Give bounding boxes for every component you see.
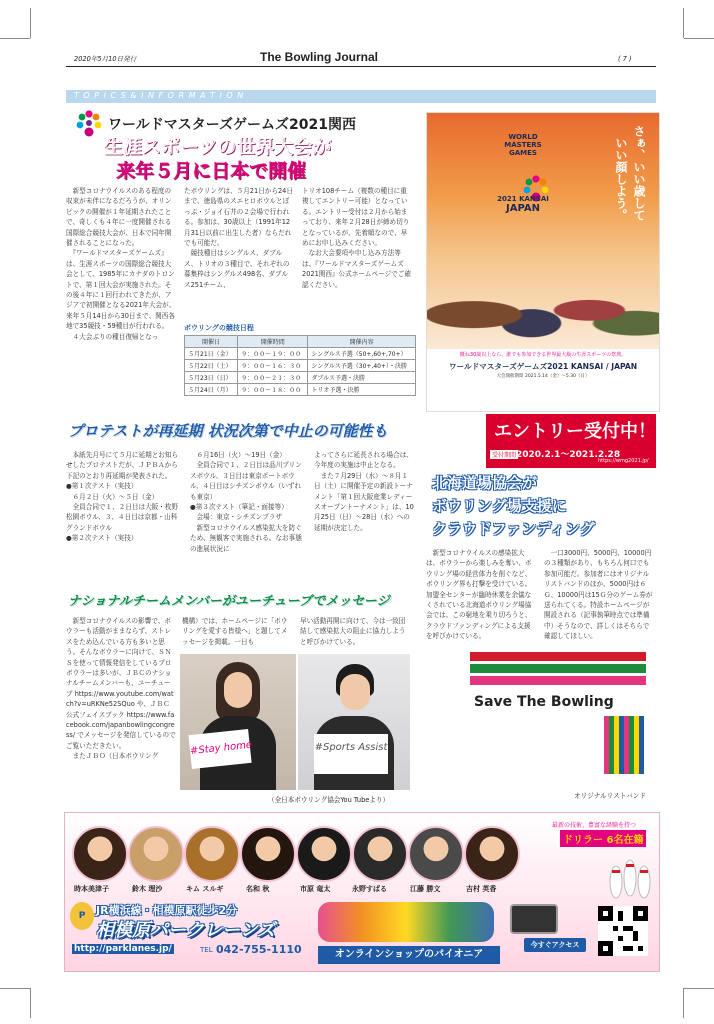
- poster-logo-line: GAMES: [509, 149, 537, 157]
- national-column-1: 新型コロナウイルスの影響で、ボウラーも活動がままならず、ストレスをため込んでいる方も多いと思う。そんなボウラーに向けて、ＳＮＳを使って情報発信をしているプロボウラーは多いが、ＪＢＣのナショナルチームメンバーも、ユーチューブ https://www.youtube.com/watch?v=uRKNe52SQuo や、ＪＢＣ公式フェイスブック https://www.facebook.com/japanbowlingcongress/ でメッセージを発信しているのでご覧いただきたい。 またＪＢＯ（日本ボウリング: [66, 617, 176, 761]
- crop-mark: [0, 988, 30, 989]
- hokkaido-headline-2: ボウリング場支援に: [432, 497, 567, 515]
- hokkaido-column-2: 一口3000円、5000円、10000円の３種類があり、もちろん何口でも参加可能だ。参加者にはオリジナルリストバンドのほか、5000円は６Ｇ、10000円は15Ｇ分のゲーム券が送られてくる。特設ホームページが開設される（記事執筆時点では準備中）そうなので、詳しくはそちらで確認してほしい。: [544, 549, 653, 641]
- schedule-cell: ５月24日（月）: [185, 384, 238, 396]
- topics-bar-label: T O P I C S & I N F O R M A T I O N: [74, 91, 245, 100]
- poster-logo-line: 2021 KANSAI: [497, 195, 549, 203]
- header-rule: [66, 66, 656, 67]
- bowling-bag-graphic: [318, 902, 494, 942]
- photo-caption: （全日本ボウリング協会You Tubeより）: [268, 796, 390, 804]
- poster-caption-logo: ワールドマスターズゲームズ2021 KANSAI / JAPAN: [448, 362, 638, 371]
- station-text: JR横浜線・相模原駅徒歩2分: [96, 904, 238, 917]
- schedule-cell: ９：００～１９：００: [238, 348, 308, 360]
- poster-vertical-copy-1: さぁ、いい歳して: [632, 125, 646, 221]
- pro-portrait: [72, 826, 128, 882]
- pro-name: キム スルギ: [186, 885, 224, 893]
- wmg-subtitle: ワールドマスターズゲームズ2021関西: [108, 117, 356, 133]
- pro-portrait: [184, 826, 240, 882]
- crop-mark: [683, 988, 684, 1018]
- schedule-cell: トリオ予選・決勝: [308, 384, 416, 396]
- poster-caption-dates: 大会開催期間 2021.5.14（金）～5.30（日）: [496, 374, 590, 379]
- player-photo-1: [180, 654, 296, 790]
- lanes-tel: 042-755-1110: [216, 943, 302, 956]
- phone-graphic: [510, 904, 558, 934]
- crop-mark: [684, 988, 714, 989]
- schedule-header-cell: 開催日: [185, 336, 238, 348]
- sign-stay-home: #Stay home: [188, 729, 251, 769]
- hokkaido-headline-1: 北海道場協会が: [432, 474, 538, 492]
- entry-period-label: 受付期間: [492, 452, 517, 459]
- table-row: [185, 348, 416, 360]
- wristband-grid: [604, 716, 644, 774]
- driller-pitch-small: 最新の技術、豊富な経験を持つ: [552, 822, 637, 829]
- entry-dates: 2020.2.1～2021.2.28: [516, 450, 621, 460]
- wmg-headline-2: 来年５月に日本で開催: [116, 160, 307, 182]
- national-headline: ナショナルチームメンバーがユーチューブでメッセージ: [68, 594, 390, 609]
- protest-column-3: よってさらに延長される場合は、今年度の実施は中止となる。 また７月29日（水）～８月１日（土）に開催予定の新設トーナメント「第１回大阪産業レディースオープントーナメント」は、10月25日（日）～28日（水）への延期が決定した。: [314, 451, 414, 532]
- pro-portrait: [408, 826, 464, 882]
- wmg-poster: [426, 112, 660, 412]
- schedule-cell: ダブルス予選・決勝: [308, 372, 416, 384]
- wmg-column-2: たボウリングは、５月21日から24日まで、徳島県のスエヒロボウルとぼっぷ・ジョイ石井の２会場で行われる。参加は、30歳以上（1991年12月31日以前に出生した者）ならだれでも可能だ。 競技種目はシングルス、ダブルス、トリオの３種目で、それぞれの募集枠はシングルス498名、ダブルス251チーム、: [184, 187, 293, 289]
- poster-vertical-copy-2: いい顔しよう。: [614, 137, 628, 221]
- poster-athletes-silhouettes: [427, 263, 659, 349]
- schedule-table: [184, 335, 416, 396]
- schedule-cell: ５月21日（金）: [185, 348, 238, 360]
- wristband-caption: オリジナルリストバンド: [574, 792, 646, 800]
- journal-title: The Bowling Journal: [260, 50, 379, 64]
- crop-mark: [30, 8, 31, 38]
- lanes-logo-icon: P: [70, 902, 94, 930]
- hokkaido-column-1: 新型コロナウイルスの感染拡大は、ボウラーから楽しみを奪い、ボウリング場の経営体力を削ぐなど、ボウリング界も打撃を受けている。加盟全センターが臨時休業を余儀なくされている北海道ボウリング場協会では、この窮地を乗り切ろうと、クラウドファンディングによる支援を呼びかけている。: [426, 549, 532, 641]
- wmg-column-3: トリオ108チーム（複数の種目に重複してエントリー可能）となっている。エントリー受付は２月から始まっており、来年２月28日が締め切りとなっているが、先着順なので、早めにお申し込みください。 なお大会要項や申し込み方法等は、『ワールドマスターズゲームズ2021関西』公式ホームページでご確認ください。: [302, 187, 411, 289]
- player-1-face: [224, 672, 252, 708]
- pro-portrait: [240, 826, 296, 882]
- tel-label: TEL: [200, 946, 213, 954]
- crop-mark: [0, 38, 30, 39]
- wristband-strip: [470, 652, 646, 661]
- player-2-face: [340, 674, 370, 710]
- pro-name: 江藤 勝文: [410, 885, 441, 893]
- lanes-name: 相模原パークレーンズ: [96, 920, 276, 941]
- hokkaido-headline: [432, 472, 595, 541]
- pro-portrait: [352, 826, 408, 882]
- lanes-url[interactable]: http://parklanes.jp/: [74, 944, 172, 954]
- pro-portrait: [296, 826, 352, 882]
- poster-logo-line: WORLD: [508, 133, 538, 141]
- wristband-text: Save The Bowling: [474, 694, 614, 710]
- hokkaido-headline-3: クラウドファンディング: [432, 520, 595, 538]
- schedule-header-cell: 開催時間: [238, 336, 308, 348]
- poster-logo-line: MASTERS: [504, 141, 542, 149]
- crop-mark: [684, 38, 714, 39]
- qr-code-icon[interactable]: [598, 906, 648, 956]
- schedule-cell: ９：００～１８：００: [238, 384, 308, 396]
- schedule-title: ボウリングの競技日程: [184, 324, 254, 332]
- player-photo-2: [298, 654, 410, 790]
- entry-url[interactable]: https://wmg2021.jp/: [598, 458, 649, 464]
- protest-column-2: ６月16日（火）～19日（金） 全員合同で１、２日目は品川プリンスボウル、３日目は東京ポートボウル、４日目はシチズンボウル（いずれも東京） ●第３次テスト（筆記・面接等） 会場：東京・シチズンプラザ 新型コロナウイルス感染拡大を防ぐため、無観客で実施される。なお事態の進展状況に: [190, 451, 302, 553]
- crop-mark: [683, 8, 684, 38]
- wmg-logo-icon: [74, 108, 104, 142]
- national-column-2: 機構）では、ホームページに「ボウリングを愛する皆様へ」と題してメッセージを掲載。一日も: [182, 617, 288, 646]
- poster-logo-line: JAPAN: [506, 203, 540, 214]
- poster-logo-text: [485, 133, 561, 214]
- online-shop-banner: オンラインショップのパイオニア: [318, 946, 500, 964]
- protest-column-1: 本紙先月号にて５月に延期とお知らせしたプロテストだが、ＪＰＢＡから下記のとおり再延期が発表された。 ●第１次テスト（実技） ６月２日（火）～５日（金） 全員合同で１、２日目は大阪・枚野松園ボウル、３、４日目は京都・山科グランドボウル ●第２次テスト（実技）: [66, 451, 179, 543]
- schedule-cell: ９：００～２１：３０: [238, 372, 308, 384]
- access-button[interactable]: 今すぐアクセス: [524, 938, 586, 952]
- wristband-strip: [470, 664, 646, 673]
- driller-pitch-big: ドリラー 6名在籍: [560, 830, 646, 847]
- entry-banner: [486, 414, 656, 468]
- table-row: [185, 360, 416, 372]
- national-column-3: 早い活動再開に向けて、今は一致団結して感染拡大の阻止に協力しようと呼びかけている。: [300, 617, 406, 646]
- wmg-column-1: 新型コロナウイルスのある程度の収束が未伴になるだろうが、オリンピックの開催が１年延期されたことで、奇しくも４年に一度開催される国際総合競技大会が、日本で同年開催されることになった。 『ワールドマスターズゲームズ』は、生涯スポーツの国際総合競技大会として、1985年にカナダのトロントで、第１回大会が実施された。その後４年に１回行われてきたが、アジアで初開催となる2021年大会が、来年５月14日から30日まで、関西各地で35競技・59種目が行われる。 ４大会ぶりの種目復帰となっ: [66, 187, 176, 341]
- schedule-cell: ５月23日（日）: [185, 372, 238, 384]
- schedule-cell: ９：００～１６：３０: [238, 360, 308, 372]
- table-row: [185, 372, 416, 384]
- crop-mark: [30, 988, 31, 1018]
- sign-sports-assist: #Sports Assist: [314, 734, 388, 774]
- pro-portrait: [464, 826, 520, 882]
- table-row: [185, 384, 416, 396]
- wristband-strip: [470, 676, 646, 685]
- pro-name: 名和 秋: [246, 885, 270, 893]
- entry-title: エントリー受付中！: [494, 421, 656, 442]
- schedule-cell: シングルス予選（50+,60+,70+）: [308, 348, 416, 360]
- pro-name: 鈴木 理沙: [132, 885, 163, 893]
- wmg-headline-1: 生涯スポーツの世界大会が: [104, 136, 332, 158]
- issue-date: 2020年5月10日発行: [74, 55, 137, 63]
- poster-caption-small: 概ね30歳以上なら、誰でも参加できる世界最大級の生涯スポーツの祭典。: [459, 352, 627, 358]
- bowling-pins-icon: [604, 848, 654, 904]
- schedule-cell: シングルス予選（30+,40+）・決勝: [308, 360, 416, 372]
- page-number: ( 7 ): [618, 55, 632, 63]
- pro-name: 永野すばる: [352, 885, 387, 893]
- wristband-photo: [470, 650, 646, 780]
- schedule-header-row: [185, 336, 416, 348]
- schedule-header-cell: 開催内容: [308, 336, 416, 348]
- protest-headline: プロテストが再延期 状況次第で中止の可能性も: [68, 422, 388, 440]
- pro-name: 吉村 英香: [466, 885, 497, 893]
- pro-name: 市原 竜太: [300, 885, 331, 893]
- schedule-cell: ５月22日（土）: [185, 360, 238, 372]
- pro-portrait: [128, 826, 184, 882]
- pro-name: 時本美津子: [74, 885, 109, 893]
